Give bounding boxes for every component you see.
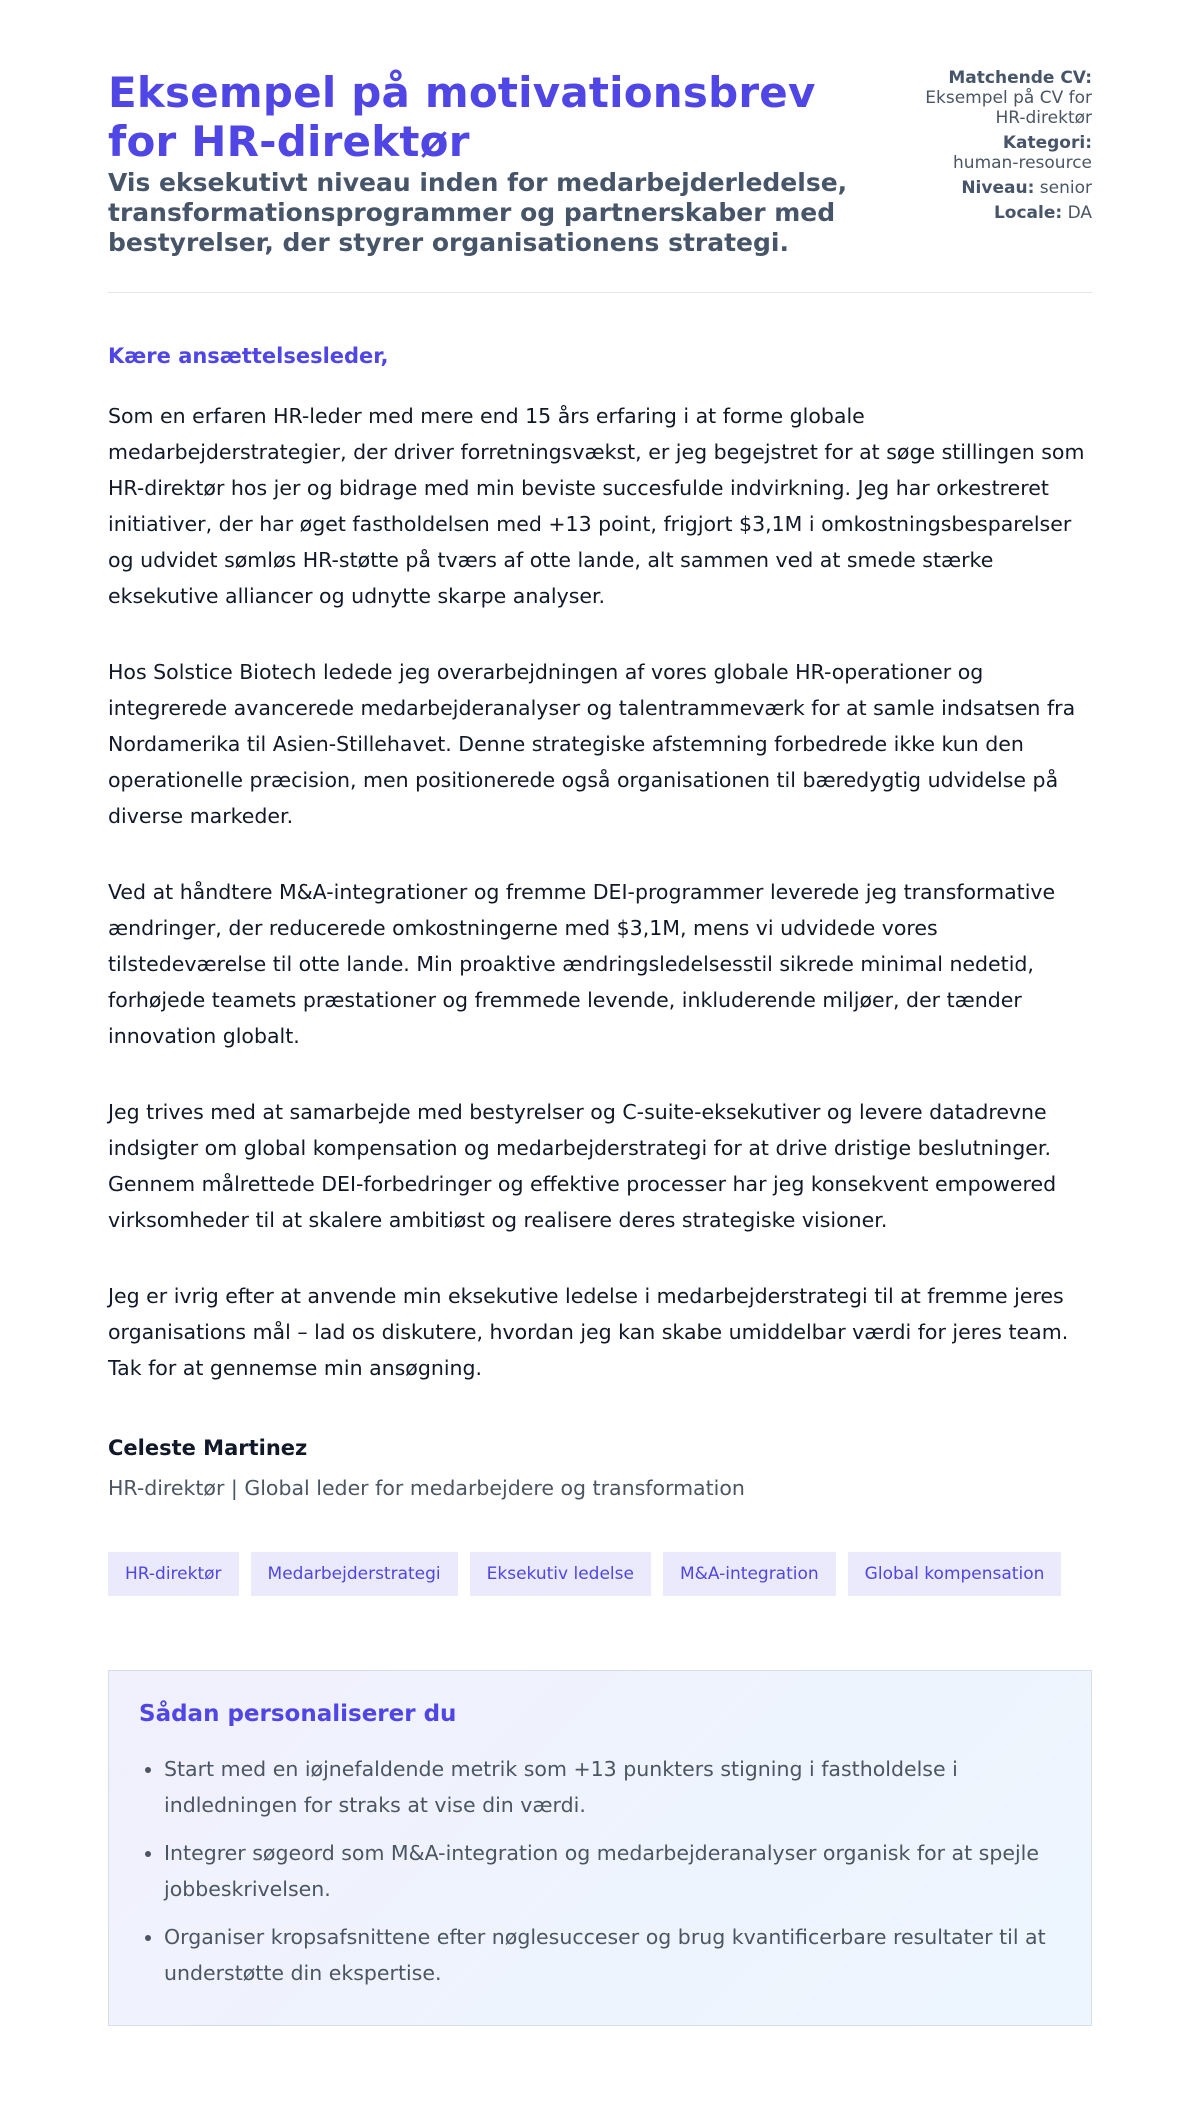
- meta-level: [902, 178, 1092, 198]
- meta-category-label: Kategori:: [1002, 133, 1092, 153]
- meta-category: [902, 133, 1092, 173]
- meta-locale-value: DA: [1067, 203, 1092, 223]
- page-header: [108, 68, 1092, 293]
- letter-paragraph: Som en erfaren HR-leder med mere end 15 års erfaring i at forme globale medarbejderstrategier, der driver forretningsvækst, er jeg begejstret for at søge stillingen som HR-direktør hos jer og bidrage med min beviste succesfulde indvirkning. Jeg har orkestreret initiativer, der har øget fastholdelsen med +13 point, frigjort $3,1M i omkostningsbesparelser og udvidet sømløs HR-støtte på tværs af otte lande, alt sammen ved at smede stærke eksekutive alliancer og udnytte skarpe analyser.: [108, 404, 1085, 608]
- letter-body: [108, 398, 1092, 1386]
- tag: M&A-integration: [663, 1552, 836, 1596]
- tag-list: [108, 1552, 1092, 1596]
- meta-panel: [902, 68, 1092, 228]
- letter-greeting: Kære ansættelsesleder,: [108, 344, 389, 368]
- personalization-tips-box: [108, 1670, 1092, 2026]
- tips-list-item: • Start med en iøjnefaldende metrik som +13 punkters stigning i fastholdelse i indledningen for straks at vise din værdi.: [164, 1751, 1061, 1823]
- meta-level-label: Niveau:: [961, 178, 1035, 198]
- signature-name: Celeste Martinez: [108, 1436, 308, 1460]
- tag: HR-direktør: [108, 1552, 239, 1596]
- tag: Global kompensation: [848, 1552, 1062, 1596]
- meta-matching-cv-value: Eksempel på CV for HR-direktør: [925, 88, 1092, 128]
- header-titles: [108, 68, 868, 258]
- meta-level-value: senior: [1039, 178, 1092, 198]
- meta-locale-label: Locale:: [993, 203, 1063, 223]
- tips-title: Sådan personaliserer du: [139, 1701, 457, 1727]
- meta-matching-cv: [902, 68, 1092, 128]
- page-subtitle: Vis eksekutivt niveau inden for medarbejderledelse, transformationsprogrammer og partnerskaber med bestyrelser, der styrer organisationens strategi.: [108, 168, 848, 257]
- signature-role: HR-direktør | Global leder for medarbejdere og transformation: [108, 1476, 745, 1500]
- tips-list-item: • Integrer søgeord som M&A-integration og medarbejderanalyser organisk for at spejle jobbeskrivelsen.: [164, 1835, 1061, 1907]
- meta-category-value: human-resource: [953, 153, 1092, 173]
- tips-list-item: • Organiser kropsafsnittene efter nøglesucceser og brug kvantificerbare resultater til at understøtte din ekspertise.: [164, 1919, 1061, 1991]
- letter-paragraph: Jeg er ivrig efter at anvende min eksekutive ledelse i medarbejderstrategi til at fremme jeres organisations mål – lad os diskutere, hvordan jeg kan skabe umiddelbar værdi for jeres team. Tak for at gennemse min ansøgning.: [108, 1284, 1069, 1380]
- letter-paragraph: Jeg trives med at samarbejde med bestyrelser og C-suite-eksekutiver og levere datadrevne indsigter om global kompensation og medarbejderstrategi for at drive dristige beslutninger. Gennem målrettede DEI-forbedringer og effektive processer har jeg konsekvent empowered virksomheder til at skalere ambitiøst og realisere deres strategiske visioner.: [108, 1100, 1057, 1232]
- tips-list: [139, 1751, 1061, 1991]
- letter-paragraph: Hos Solstice Biotech ledede jeg overarbejdningen af vores globale HR-operationer og integrerede avancerede medarbejderanalyser og talentrammeværk for at samle indsatsen fra Nordamerika til Asien-Stillehavet. Denne strategiske afstemning forbedrede ikke kun den operationelle præcision, men positionerede også organisationen til bæredygtig udvidelse på diverse markeder.: [108, 660, 1076, 828]
- page-title: Eksempel på motivationsbrev for HR-direktør: [108, 68, 816, 166]
- tag: Eksekutiv ledelse: [470, 1552, 651, 1596]
- tag: Medarbejderstrategi: [251, 1552, 458, 1596]
- letter-paragraph: Ved at håndtere M&A-integrationer og fremme DEI-programmer leverede jeg transformative ændringer, der reducerede omkostningerne med $3,1M, mens vi udvidede vores tilstedeværelse til otte lande. Min proaktive ændringsledelsesstil sikrede minimal nedetid, forhøjede teamets præstationer og fremmede levende, inkluderende miljøer, der tænder innovation globalt.: [108, 880, 1056, 1048]
- meta-locale: [902, 203, 1092, 223]
- meta-matching-cv-label: Matchende CV:: [948, 68, 1092, 88]
